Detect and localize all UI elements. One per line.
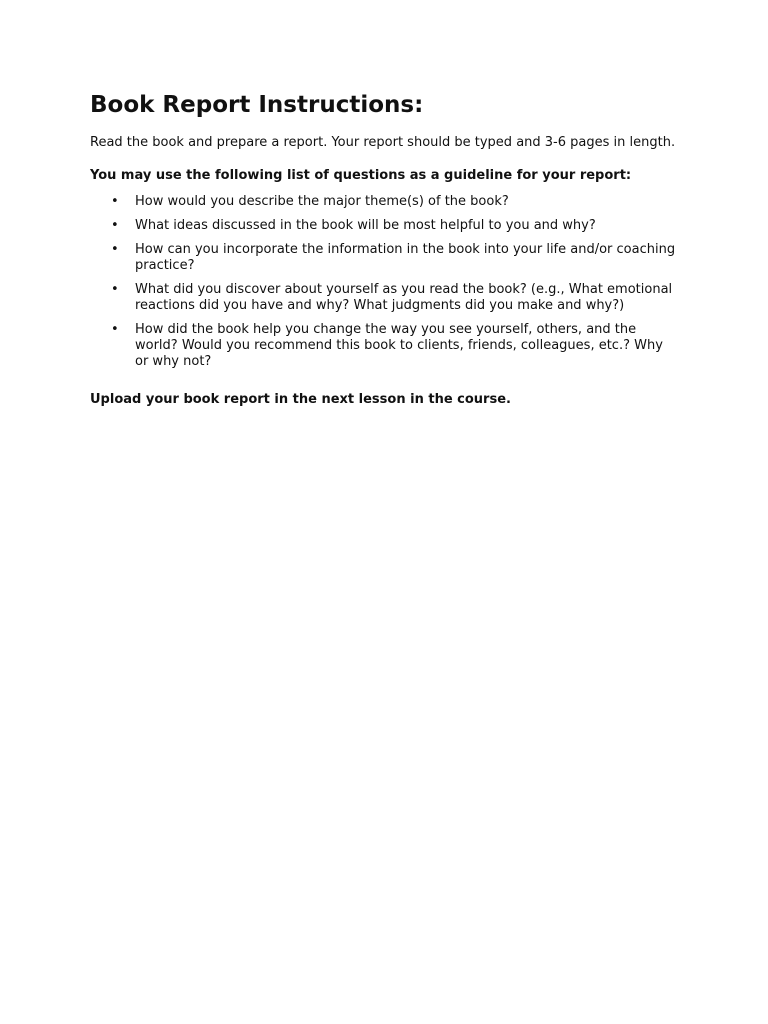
question-list <box>90 194 680 370</box>
list-item <box>90 242 680 274</box>
list-item <box>90 218 680 234</box>
question-text: What ideas discussed in the book will be most helpful to you and why? <box>135 218 596 233</box>
intro-paragraph: Read the book and prepare a report. Your report should be typed and 3-6 pages in length. <box>90 135 676 150</box>
list-item <box>90 322 680 370</box>
document-title: Book Report Instructions: <box>90 92 424 118</box>
bullet-icon: • <box>111 194 119 209</box>
question-text: How can you incorporate the information in the book into your life and/or coaching practice? <box>135 242 676 273</box>
bullet-icon: • <box>111 322 119 337</box>
list-item <box>90 282 680 314</box>
bullet-icon: • <box>111 242 119 257</box>
question-text: What did you discover about yourself as you read the book? (e.g., What emotional reactions did you have and why? What judgments did you make and why?) <box>135 282 673 313</box>
bullet-icon: • <box>111 218 119 233</box>
document-page <box>90 88 680 408</box>
guideline-heading: You may use the following list of questions as a guideline for your report: <box>90 168 632 183</box>
list-item <box>90 194 680 210</box>
upload-instruction: Upload your book report in the next lesson in the course. <box>90 392 511 407</box>
question-text: How would you describe the major theme(s) of the book? <box>135 194 509 209</box>
bullet-icon: • <box>111 282 119 297</box>
question-text: How did the book help you change the way you see yourself, others, and the world? Would you recommend this book to clients, friends, colleagues, etc.? Why or why not? <box>135 322 663 369</box>
